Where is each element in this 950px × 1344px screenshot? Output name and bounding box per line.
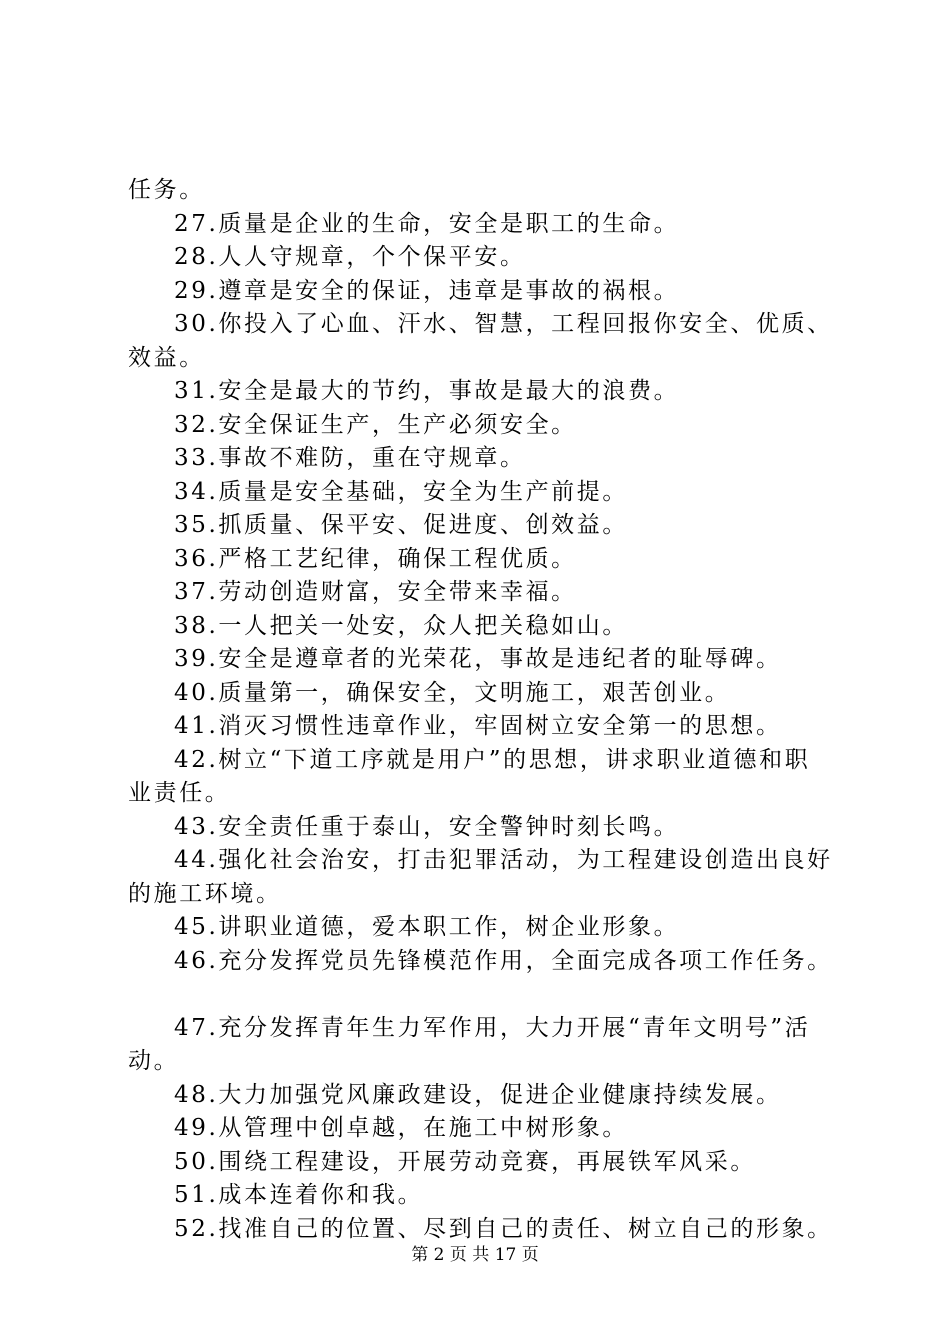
slogan-line: 37.劳动创造财富，安全带来幸福。 — [174, 579, 577, 605]
blank-line — [128, 978, 833, 1012]
slogan-line: 51.成本连着你和我。 — [174, 1182, 424, 1208]
slogan-line: 41.消灭习惯性违章作业，牢固树立安全第一的思想。 — [174, 713, 782, 739]
slogan-line: 42.树立“下道工序就是用户”的思想，讲求职业道德和职 — [174, 746, 811, 773]
slogan-line: 47.充分发挥青年生力军作用，大力开展“青年文明号”活 — [174, 1014, 811, 1041]
slogan-line: 50.围绕工程建设，开展劳动竞赛，再展铁军风采。 — [174, 1148, 756, 1175]
slogan-line: 31.安全是最大的节约，事故是最大的浪费。 — [174, 378, 680, 404]
slogan-line: 28.人人守规章，个个保平安。 — [174, 244, 526, 270]
slogan-line: 45.讲职业道德，爱本职工作，树企业形象。 — [174, 914, 680, 940]
slogan-line: 29.遵章是安全的保证，违章是事故的祸根。 — [174, 277, 680, 304]
slogan-line: 36.严格工艺纪律，确保工程优质。 — [174, 545, 577, 572]
slogan-line: 44.强化社会治安，打击犯罪活动，为工程建设创造出良好 — [174, 847, 833, 873]
continuation-line: 任务。 — [128, 177, 205, 203]
slogan-line: 49.从管理中创卓越，在施工中树形象。 — [174, 1115, 628, 1141]
continuation-line: 动。 — [128, 1048, 180, 1074]
slogan-line: 40.质量第一，确保安全，文明施工，艰苦创业。 — [174, 679, 731, 706]
page-footer: 第 2 页 共 17 页 — [411, 1245, 539, 1265]
slogan-line: 30.你投入了心血、汗水、智慧，工程回报你安全、优质、 — [174, 311, 833, 337]
slogan-line: 52.找准自己的位置、尽到自己的责任、树立自己的形象。 — [174, 1215, 833, 1242]
slogan-line: 32.安全保证生产，生产必须安全。 — [174, 411, 577, 438]
slogan-line: 35.抓质量、保平安、促进度、创效益。 — [174, 512, 628, 538]
slogan-line: 33.事故不难防，重在守规章。 — [174, 445, 526, 471]
continuation-line: 效益。 — [128, 344, 205, 371]
slogan-line: 34.质量是安全基础，安全为生产前提。 — [174, 478, 628, 505]
slogan-line: 39.安全是遵章者的光荣花，事故是违纪者的耻辱碑。 — [174, 646, 782, 672]
continuation-line: 的施工环境。 — [128, 880, 282, 907]
slogan-line: 46.充分发挥党员先锋模范作用，全面完成各项工作任务。 — [174, 947, 833, 974]
continuation-line: 业责任。 — [128, 780, 231, 806]
slogan-line: 43.安全责任重于泰山，安全警钟时刻长鸣。 — [174, 813, 680, 840]
slogan-line: 27.质量是企业的生命，安全是职工的生命。 — [174, 210, 680, 237]
slogan-line: 48.大力加强党风廉政建设，促进企业健康持续发展。 — [174, 1081, 782, 1108]
slogan-line: 38.一人把关一处安，众人把关稳如山。 — [174, 612, 628, 639]
document-body — [128, 174, 833, 1246]
